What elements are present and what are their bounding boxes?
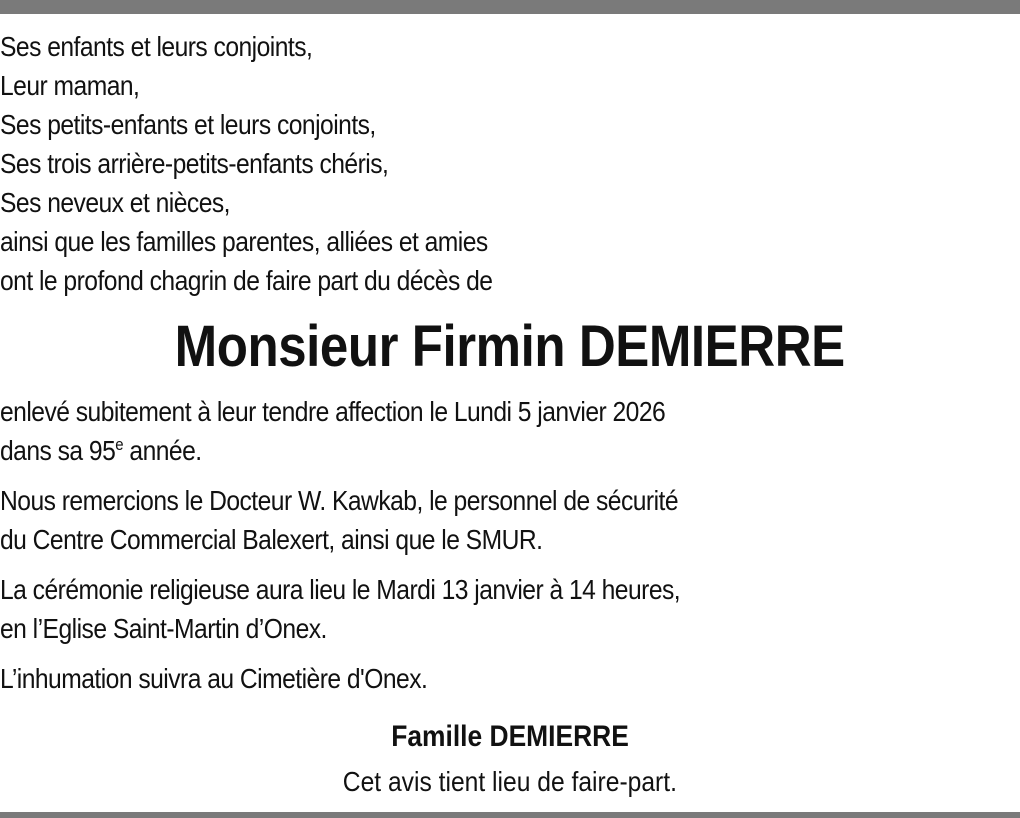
- thanks-paragraph: [0, 481, 678, 559]
- ceremony-line: en l’Eglise Saint-Martin d’Onex.: [0, 613, 327, 644]
- thanks-line: du Centre Commercial Balexert, ainsi que le SMUR.: [0, 524, 543, 555]
- announcer-line: ainsi que les familles parentes, alliées et amies: [0, 226, 488, 257]
- death-date-line: enlevé subitement à leur tendre affection le Lundi 5 janvier 2026: [0, 396, 666, 427]
- ceremony-line: La cérémonie religieuse aura lieu le Mardi 13 janvier à 14 heures,: [0, 574, 681, 605]
- bottom-border-rule: [0, 812, 1020, 818]
- age-ordinal: e: [115, 435, 124, 454]
- family-signature: [0, 716, 1020, 758]
- age-prefix: dans sa 95: [0, 435, 116, 466]
- notice-note-text: Cet avis tient lieu de faire-part.: [342, 766, 678, 797]
- announcer-line: Ses petits-enfants et leurs conjoints,: [0, 109, 376, 140]
- thanks-line: Nous remercions le Docteur W. Kawkab, le personnel de sécurité: [0, 485, 679, 516]
- deceased-name-heading: [0, 314, 1020, 380]
- announcer-line: Leur maman,: [0, 70, 140, 101]
- burial-paragraph: [0, 659, 427, 698]
- death-paragraph: [0, 392, 665, 470]
- family-signature-text: Famille DEMIERRE: [391, 720, 629, 753]
- burial-line: L’inhumation suivra au Cimetière d'Onex.: [0, 663, 428, 694]
- ceremony-paragraph: [0, 570, 680, 648]
- announcement-line: ont le profond chagrin de faire part du décès de: [0, 265, 493, 296]
- top-border-rule: [0, 0, 1020, 14]
- deceased-name: Monsieur Firmin DEMIERRE: [174, 314, 846, 379]
- announcer-line: Ses enfants et leurs conjoints,: [0, 31, 313, 62]
- announcer-line: Ses neveux et nièces,: [0, 187, 230, 218]
- age-suffix: année.: [123, 435, 202, 466]
- announcer-line: Ses trois arrière-petits-enfants chéris,: [0, 148, 389, 179]
- age-line: [0, 431, 665, 470]
- notice-note: [0, 762, 1020, 802]
- announcers-list: [0, 27, 492, 300]
